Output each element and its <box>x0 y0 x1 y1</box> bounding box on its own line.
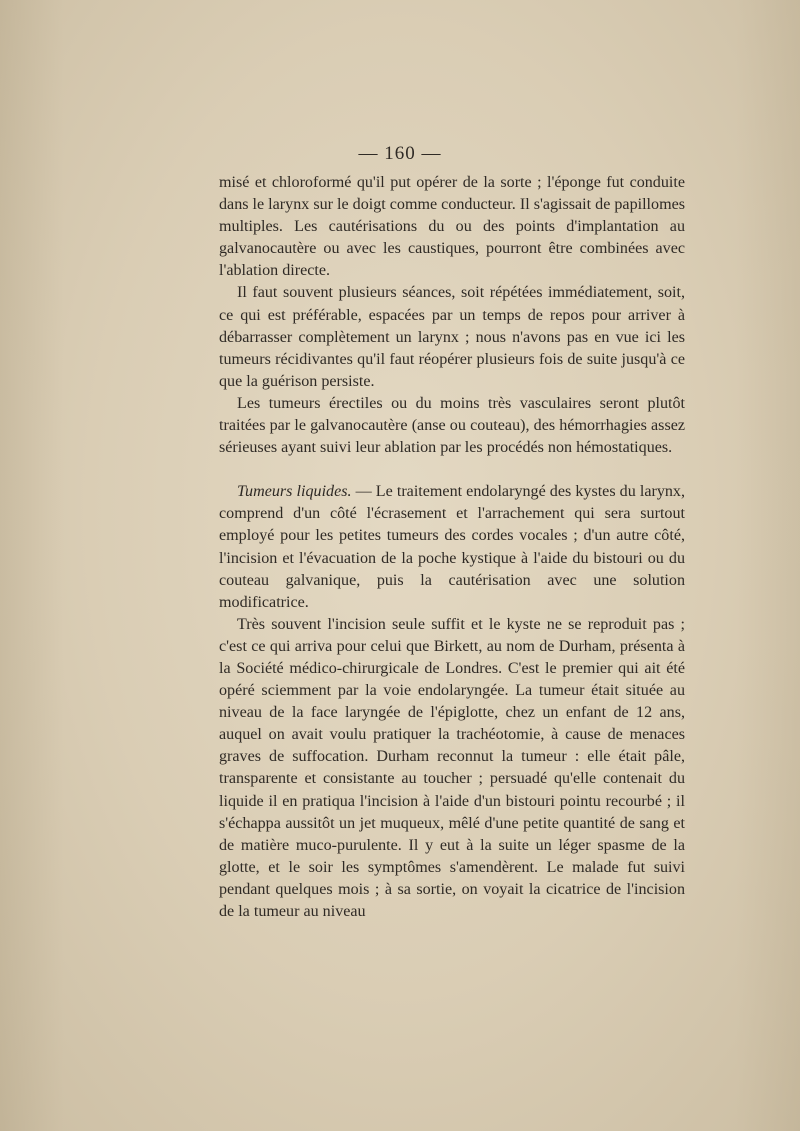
body-text <box>219 172 685 923</box>
paragraph: Il faut souvent plusieurs séances, soit répétées immédiatement, soit, ce qui est préférable, espacées par un temps de repos pour arriver à débarrasser complètement un larynx ; nous n'avons pas en vue ici les tumeurs récidivantes qu'il faut réopérer plusieurs fois de suite jusqu'à ce que la guérison persiste. <box>219 284 685 390</box>
paragraph: misé et chloroformé qu'il put opérer de la sorte ; l'éponge fut conduite dans le larynx sur le doigt comme conducteur. Il s'agissait de papillomes multiples. Les cautérisations du ou des points d'implantation au galvanocautère ou avec les caustiques, pourront être combinées avec l'ablation directe. <box>219 174 685 280</box>
section-title: Tumeurs liquides. <box>237 483 352 501</box>
page-number: — 160 — <box>358 143 442 164</box>
paragraph-text: — Le traitement endolaryngé des kystes du larynx, comprend d'un côté l'écrasement et l'arrachement qui sera surtout employé pour les petites tumeurs des cordes vocales ; d'un autre côté, l'incision et l'évacuation de la poche kystique à l'aide du bistouri ou du couteau galvanique, puis la cautérisation avec une solution modificatrice. <box>219 483 685 611</box>
paragraph: Très souvent l'incision seule suffit et le kyste ne se reproduit pas ; c'est ce qui arriva pour celui que Birkett, au nom de Durham, présenta à la Société médico-chirurgicale de Londres. C'est le premier qui ait été opéré sciemment par la voie endolaryngée. La tumeur était située au niveau de la face laryngée de l'épiglotte, chez un enfant de 12 ans, auquel on avait voulu pratiquer la trachéotomie, à cause de menaces graves de suffocation. Durham reconnut la tumeur : elle était pâle, transparente et consistante au toucher ; persuadé qu'elle contenait du liquide il en pratiqua l'incision à l'aide d'un bistouri pointu recourbé ; il s'échappa aussitôt un jet muqueux, mêlé d'une petite quantité de sang et de matière muco-purulente. Il y eut à la suite un léger spasme de la glotte, et le soir les symptômes s'amendèrent. Le malade fut suivi pendant quelques mois ; à sa sortie, on voyait la cicatrice de l'incision de la tumeur au niveau <box>219 615 685 920</box>
paragraph: Les tumeurs érectiles ou du moins très vasculaires seront plutôt traitées par le galvanocautère (anse ou couteau), des hémorrhagies assez sérieuses ayant suivi leur ablation par les procédés non hémostatiques. <box>219 394 685 457</box>
paragraph-tumeurs-liquides <box>219 481 685 614</box>
